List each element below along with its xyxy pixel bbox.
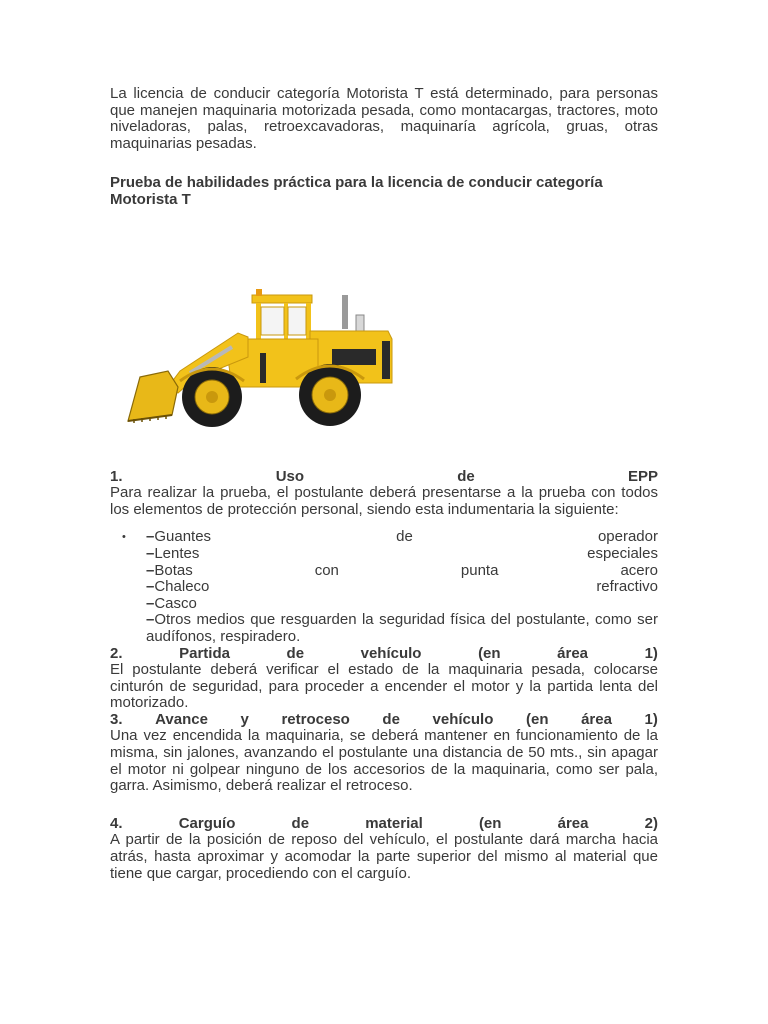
- dash: –: [146, 611, 155, 629]
- list-item: –Guantes de operador: [146, 528, 658, 546]
- section-2-text: El postulante deberá verificar el estado de la maquinaria pesada, colocarse cinturón de seguridad, para proceder a encender el motor y la partida lenta del motorizado.: [110, 661, 658, 712]
- title-word: 1.: [110, 467, 123, 485]
- bullet-icon: •: [122, 531, 126, 544]
- list-item: –Casco: [146, 594, 197, 612]
- wheel-loader-image: [120, 287, 400, 432]
- front-hub: [206, 391, 218, 403]
- section-1-title: [110, 469, 658, 486]
- heading-line-1: Prueba de habilidades práctica para la licencia de conducir categoría: [110, 174, 603, 192]
- engine-grille: [332, 349, 376, 365]
- cab-window: [288, 307, 306, 335]
- step: [260, 353, 266, 383]
- dash: –: [146, 578, 155, 596]
- exhaust-pipe: [342, 295, 348, 329]
- cab-window: [261, 307, 284, 335]
- section-3-text: Una vez encendida la maquinaria, se deberá mantener en funcionamiento de la misma, sin jalones, avanzando el postulante una distancia de 50 mts., sin apagar el motor ni golpear ninguno de los accesorios de la maquinaria, como ser pala, garra. Asimismo, deberá realizar el retroceso.: [110, 727, 658, 795]
- title-word: de: [457, 467, 475, 485]
- beacon: [256, 289, 262, 296]
- title-word: EPP: [627, 467, 658, 485]
- dash: –: [146, 544, 155, 562]
- section-4-title: 4. Carguío de material (en área 2): [110, 814, 658, 832]
- title-word: Uso: [275, 467, 305, 485]
- section-3-title: 3. Avance y retroceso de vehículo (en área 1): [110, 710, 658, 728]
- heading-line-2: Motorista T: [110, 190, 191, 208]
- section-2: [110, 646, 658, 712]
- section-heading: [110, 175, 658, 208]
- figure: [110, 209, 658, 469]
- intro-paragraph: La licencia de conducir categoría Motorista T está determinado, para personas que manejen maquinaria motorizada pesada, como montacargas, tractores, moto niveladoras, palas, retroexcavadoras, maquinaría agrícola, gruas, otras maquinarias pesadas.: [110, 85, 658, 152]
- list-item: –Botas con punta acero: [146, 561, 658, 579]
- section-4: [110, 816, 658, 882]
- section-1-text: Para realizar la prueba, el postulante deberá presentarse a la prueba con todos los elementos de protección personal, siendo esta indumentaria la siguiente:: [110, 484, 658, 518]
- dash: –: [146, 528, 155, 546]
- list-item: –Lentes especiales: [146, 544, 658, 562]
- rear-grille: [382, 341, 390, 379]
- bucket: [128, 371, 178, 421]
- dash: –: [146, 594, 155, 612]
- rear-hub: [324, 389, 336, 401]
- list-item: –Otros medios que resguarden la seguridad física del postulante, como ser audífonos, respiradero.: [146, 611, 658, 645]
- epp-list: [110, 529, 658, 645]
- section-2-title: 2. Partida de vehículo (en área 1): [110, 644, 658, 662]
- section-1: [110, 469, 658, 646]
- document-page: [110, 86, 658, 882]
- air-intake: [356, 315, 364, 333]
- list-item: –Chaleco refractivo: [146, 578, 658, 596]
- spacer: [110, 795, 658, 816]
- dash: –: [146, 561, 155, 579]
- cab-roof: [252, 295, 312, 303]
- section-4-text: A partir de la posición de reposo del vehículo, el postulante dará marcha hacia atrás, hasta aproximar y acomodar la parte superior del mismo al material que tiene que cargar, procediendo con el carguío.: [110, 831, 658, 882]
- section-3: [110, 712, 658, 795]
